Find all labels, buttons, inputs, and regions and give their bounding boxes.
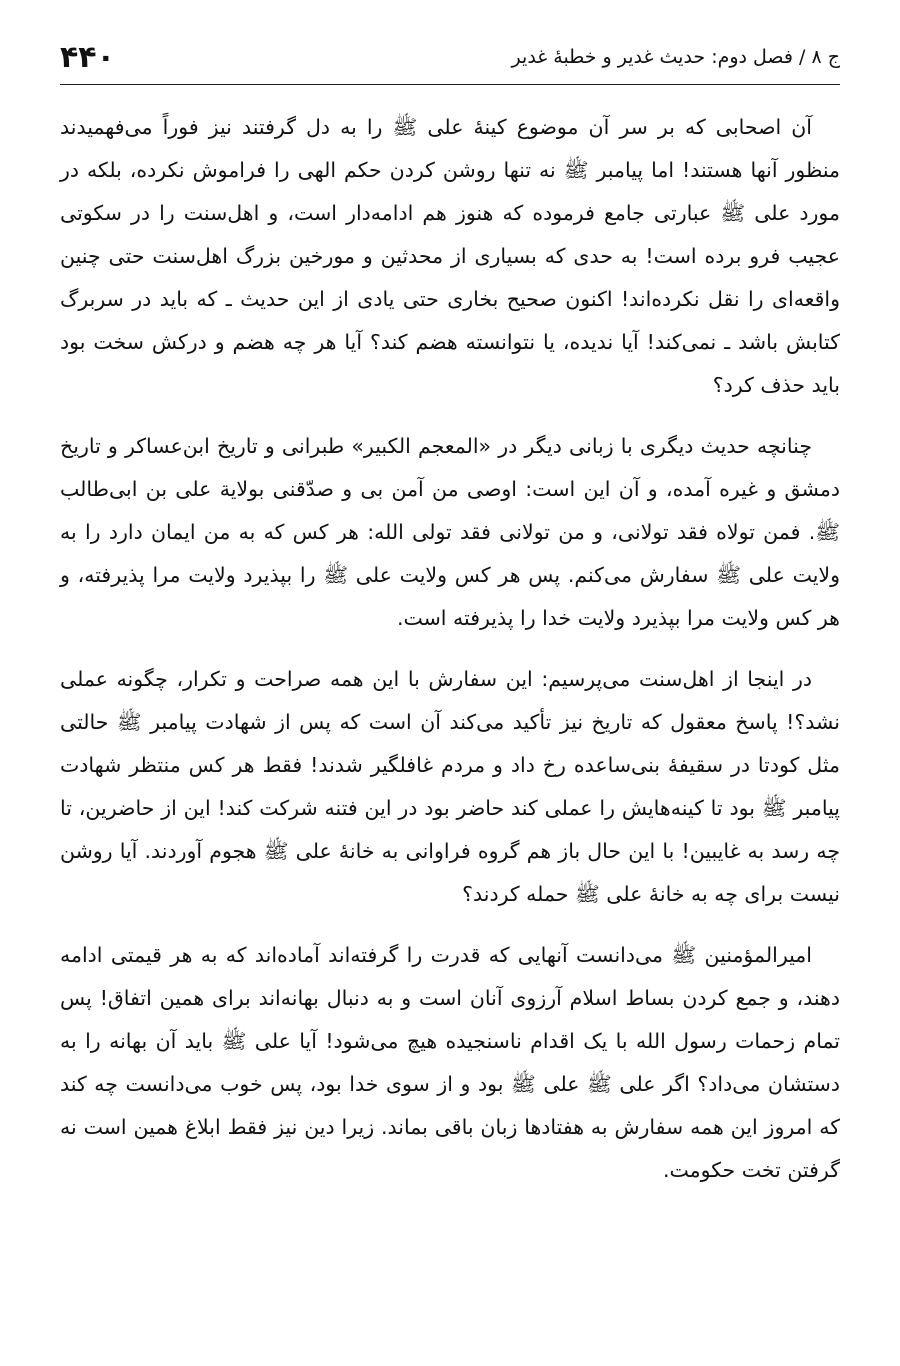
paragraph: آن اصحابی که بر سر آن موضوع کینهٔ علی ﷺ را به دل گرفتند نیز فوراً می‌فهمیدند منظور آنها هستند! اما پیامبر ﷺ نه تنها روشن کردن حکم الهی را فراموش نکرده، بلکه در مورد علی ﷺ عبارتی جامع فرموده که هنوز هم ادامه‌دار است، و اهل‌سنت را در سکوتی عجیب فرو برده است! به حدی که بسیاری از محدثین و مورخین بزرگ اهل‌سنت حتی چنین واقعه‌ای را نقل نکرده‌اند! اکنون صحیح بخاری حتی یادی از این حدیث ـ که باید در سربرگ کتابش باشد ـ نمی‌کند! آیا ندیده، یا نتوانسته هضم کند؟ آیا هر چه هضم و درکش سخت بود باید حذف کرد؟: [60, 115, 840, 397]
page-header: [60, 30, 840, 85]
book-page: [60, 0, 840, 1366]
page-body: [60, 106, 840, 1210]
page-number: ۴۴۰: [60, 39, 115, 75]
running-title: ج ۸ / فصل دوم: حدیث غدیر و خطبهٔ غدیر: [511, 46, 840, 68]
paragraph: در اینجا از اهل‌سنت می‌پرسیم: این سفارش با این همه صراحت و تکرار، چگونه عملی نشد؟! پاسخ معقول که تاریخ نیز تأکید می‌کند آن است که پس از شهادت پیامبر ﷺ حالتی مثل کودتا در سقیفهٔ بنی‌ساعده رخ داد و مردم غافلگیر شدند! فقط هر کس منتظر شهادت پیامبر ﷺ بود تا کینه‌هایش را عملی کند حاضر بود در این فتنه شرکت کند! این از حاضرین، تا چه رسد به غایبین! با این حال باز هم گروه فراوانی به خانهٔ علی ﷺ هجوم آوردند. آیا روشن نیست برای چه به خانهٔ علی ﷺ حمله کردند؟: [60, 667, 840, 906]
paragraph: چنانچه حدیث دیگری با زبانی دیگر در «المعجم الکبیر» طبرانی و تاریخ ابن‌عساکر و تاریخ دمشق و غیره آمده، و آن این است: اوصی من آمن بی و صدّقنی بولایة علی بن ابی‌طالب ﷺ. فمن تولاه فقد تولانی، و من تولانی فقد تولی الله: هر کس که به من ایمان دارد را به ولایت علی ﷺ سفارش می‌کنم. پس هر کس ولایت علی ﷺ را بپذیرد ولایت مرا پذیرفته، و هر کس ولایت مرا بپذیرد ولایت خدا را پذیرفته است.: [60, 434, 840, 630]
paragraph: امیرالمؤمنین ﷺ می‌دانست آنهایی که قدرت را گرفته‌اند آماده‌اند که به هر قیمتی ادامه دهند، و جمع کردن بساط اسلام آرزوی آنان است و به دنبال بهانه‌اند برای همین اتفاق! پس تمام زحمات رسول الله با یک اقدام ناسنجیده هیچ می‌شود! آیا علی ﷺ باید آن بهانه را به دستشان می‌داد؟ اگر علی ﷺ علی ﷺ بود و از سوی خدا بود، پس خوب می‌دانست چه کند که امروز این همه سفارش به هفتادها زبان باقی بماند. زیرا دین نیز فقط ابلاغ همین است نه گرفتن تخت حکومت.: [60, 943, 840, 1182]
